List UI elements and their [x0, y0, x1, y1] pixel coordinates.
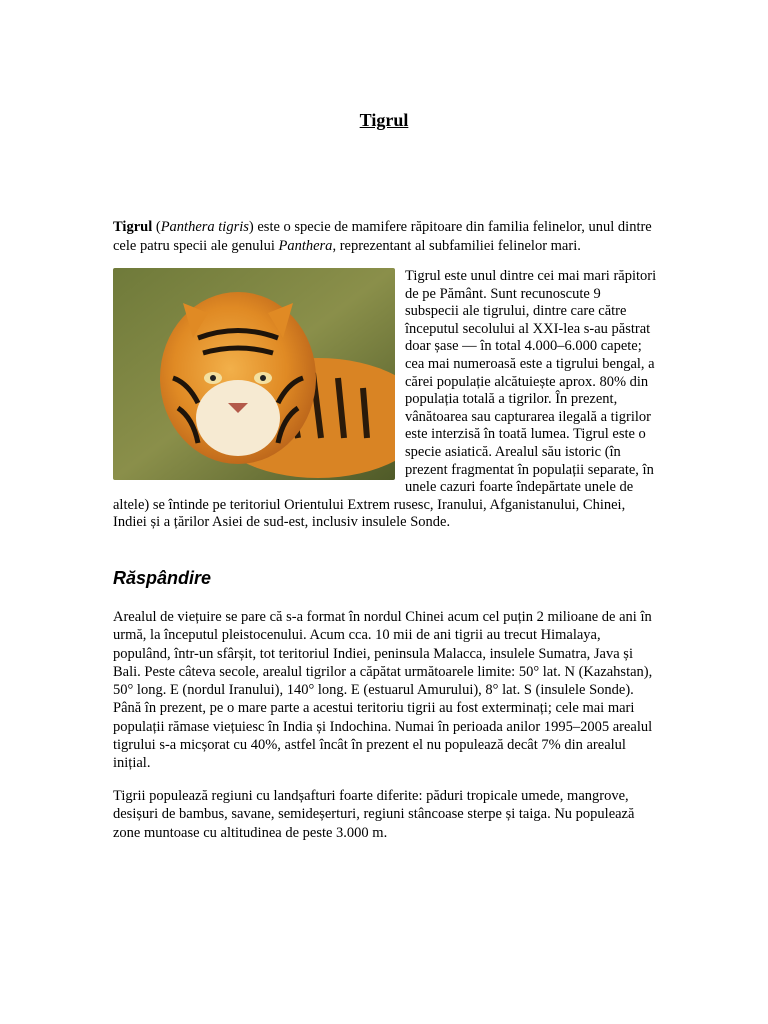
intro-paragraph [113, 218, 658, 255]
intro-latin-name: Panthera tigris [160, 219, 249, 235]
intro-text-1: ) este o specie de mamifere răpitoare din familia felinelor, unul dintre cele patru specii ale genului [113, 219, 652, 254]
intro-bold-term: Tigrul [113, 219, 153, 235]
page-title: Tigrul [359, 110, 409, 130]
intro-genus: Panthera [278, 237, 333, 254]
intro-text-2: , reprezentant al subfamiliei felinelor mari. [332, 237, 581, 254]
section-heading: Răspândire [113, 568, 212, 588]
intro-open-paren: ( [152, 219, 161, 235]
tiger-photo [113, 268, 395, 480]
tiger-block [113, 268, 658, 532]
section-paragraph-1: Arealul de viețuire se pare că s-a format în nordul Chinei acum cel puțin 2 milioane de ani în urmă, la începutul pleistocenului. Acum cca. 10 mii de ani tigrii au trecut Himalaya, populând, într-un sfârșit, tot teritoriul Indiei, peninsula Malacca, insulele Sumatra, Java și Bali. Peste câteva secole, arealul tigrilor a căpătat următoarele limite: 50° lat. N (Kazahstan), 50° long. E (nordul Iranului), 140° long. E (estuarul Amurului), 8° lat. S (insulele Sonde). Până în prezent, pe o mare parte a acestui teritoriu tigrii au fost exterminați; cele mai mari populații rămase viețuiesc în India și Indochina. Numai în perioada anilor 1995–2005 arealul tigrului s-a micșorat cu 40%, astfel încât în prezent el nu populează decât 7% din arealul inițial. [113, 609, 653, 772]
tiger-paragraph: Tigrul este unul dintre cei mai mari răpitori de pe Pământ. Sunt recunoscute 9 subspecii ale tigrului, dintre care către începutul secolului al XXI-lea s-au păstrat doar șase — în total 4.000–6.000 capete; cea mai numeroasă este a tigrului bengal, a cărei populație alcătuiește aprox. 80% din populația totală a tigrilor. În prezent, vânătoarea sau capturarea ilegală a tigrilor este interzisă în toată lumea. Tigrul este o specie asiatică. Arealul său istoric (în prezent fragmentat în populații separate, în unele cazuri foarte îndepărtate unele de altele) se întinde pe teritoriul Orientului Extrem rusesc, Iranului, Afganistanului, Chinei, Indiei și a țărilor Asiei de sud-est, inclusiv insulele Sonde. [113, 268, 657, 531]
section-paragraph-2: Tigrii populează regiuni cu landșafturi foarte diferite: păduri tropicale umede, mangrove, desișuri de bambus, savane, semideșerturi, regiuni stâncoase sterpe și taiga. Nu populează zone muntoase cu altitudinea de peste 3.000 m. [113, 788, 635, 841]
